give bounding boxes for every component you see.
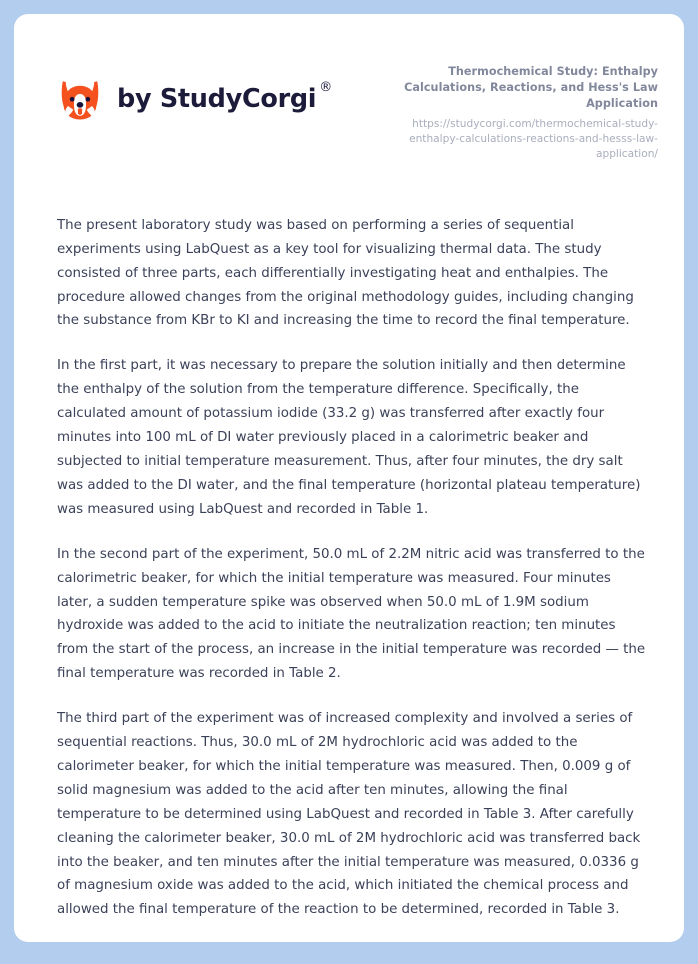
page-title: Thermochemical Study: Enthalpy Calculations, Reactions, and Hess's Law Application (404, 65, 658, 110)
registered-trademark-icon: ® (319, 80, 333, 96)
header-meta (368, 62, 658, 162)
source-url-link[interactable]: https://studycorgi.com/thermochemical-study-enthalpy-calculations-reactions-and-hesss-law-application/ (409, 117, 658, 160)
document-card (14, 14, 684, 942)
brand-name-label: by StudyCorgi (117, 84, 317, 115)
document-body (14, 162, 684, 922)
brand-block[interactable] (56, 62, 332, 124)
brand-wordmark (117, 80, 333, 115)
body-paragraph: The present laboratory study was based on performing a series of sequential experiments using LabQuest as a key tool for visualizing thermal data. The study consisted of three parts, each differentially investigating heat and enthalpies. The procedure allowed changes from the original methodology guides, including changing the substance from KBr to KI and increasing the time to record the final temperature. (57, 217, 634, 329)
document-header (14, 14, 684, 162)
body-paragraph: In the first part, it was necessary to prepare the solution initially and then determine the enthalpy of the solution from the temperature difference. Specifically, the calculated amount of potassium iodide (33.2 g) was transferred after exactly four minutes into 100 mL of DI water previously placed in a calorimetric beaker and subjected to initial temperature measurement. Thus, after four minutes, the dry salt was added to the DI water, and the final temperature (horizontal plateau temperature) was measured using LabQuest and recorded in Table 1. (57, 358, 641, 517)
body-paragraph: The third part of the experiment was of increased complexity and involved a series of sequential reactions. Thus, 30.0 mL of 2M hydrochloric acid was added to the calorimeter beaker, for which the initial temperature was measured. Then, 0.009 g of solid magnesium was added to the acid after ten minutes, allowing the final temperature to be determined using LabQuest and recorded in Table 3. After carefully cleaning the calorimeter beaker, 30.0 mL of 2M hydrochloric acid was transferred back into the beaker, and ten minutes after the initial temperature was measured, 0.0336 g of magnesium oxide was added to the acid, which initiated the chemical process and allowed the final temperature of the reaction to be determined, recorded in Table 3. (57, 711, 641, 918)
corgi-logo-icon (56, 76, 104, 124)
body-paragraph: In the second part of the experiment, 50.0 mL of 2.2M nitric acid was transferred to the calorimetric beaker, for which the initial temperature was measured. Four minutes later, a sudden temperature spike was observed when 50.0 mL of 1.9M sodium hydroxide was added to the acid to initiate the neutralization reaction; ten minutes from the start of the process, an increase in the initial temperature was recorded — the final temperature was recorded in Table 2. (57, 546, 646, 682)
